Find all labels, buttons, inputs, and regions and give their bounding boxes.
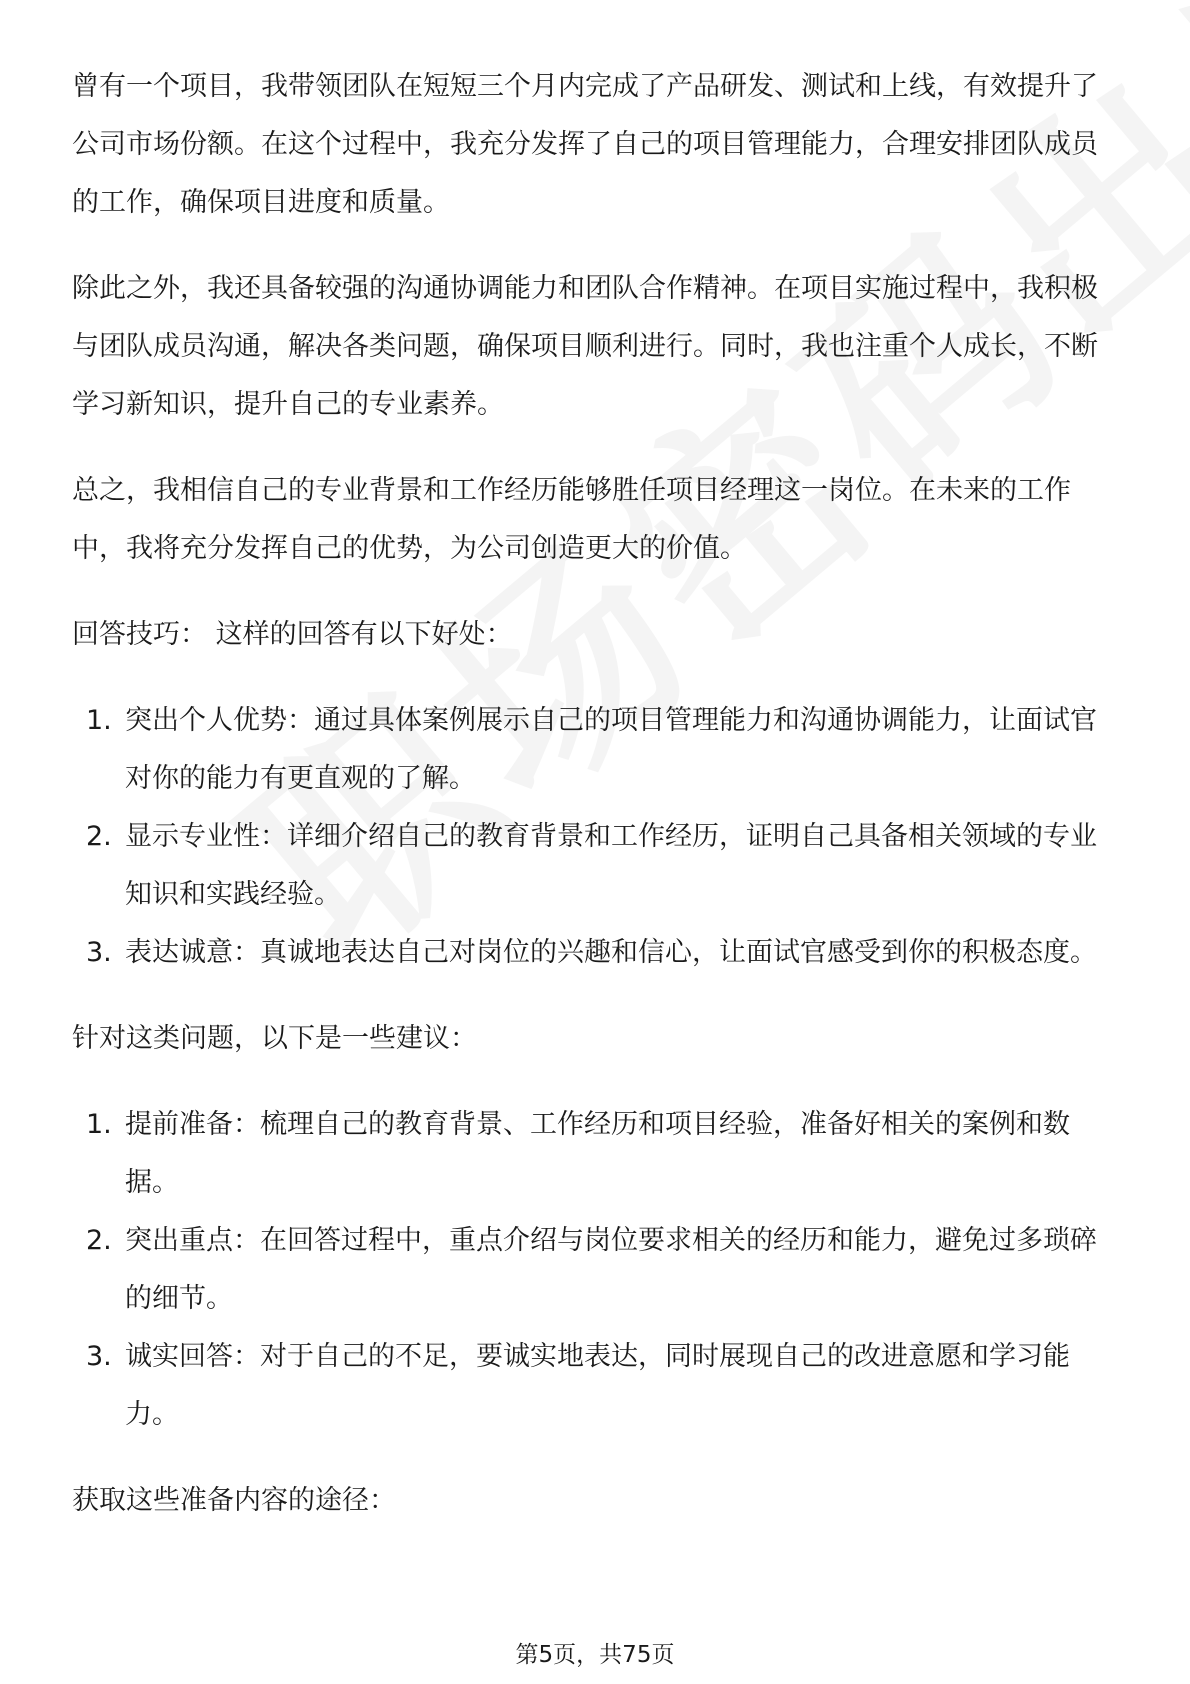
list-item-text: 表达诚意：真诚地表达自己对岗位的兴趣和信心，让面试官感受到你的积极态度。 — [125, 937, 1097, 968]
list-number: 3. — [86, 937, 112, 968]
advice-heading: 针对这类问题，以下是一些建议： — [72, 1023, 477, 1054]
paragraph-communication: 除此之外，我还具备较强的沟通协调能力和团队合作精神。在项目实施过程中，我积极与团队成员沟通，解决各类问题，确保项目顺利进行。同时，我也注重个人成长，不断学习新知识，提升自己的专业素养。 — [72, 273, 1098, 420]
page-content — [72, 58, 1118, 1558]
paragraph-project-example: 曾有一个项目，我带领团队在短短三个月内完成了产品研发、测试和上线，有效提升了公司市场份额。在这个过程中，我充分发挥了自己的项目管理能力，合理安排团队成员的工作，确保项目进度和质量。 — [72, 71, 1098, 218]
tips-heading: 回答技巧： 这样的回答有以下好处： — [72, 619, 513, 650]
advice-list — [72, 1096, 1118, 1444]
list-item-text: 突出重点：在回答过程中，重点介绍与岗位要求相关的经历和能力，避免过多琐碎的细节。 — [125, 1225, 1097, 1314]
list-item-text: 诚实回答：对于自己的不足，要诚实地表达，同时展现自己的改进意愿和学习能力。 — [125, 1341, 1070, 1430]
closing-heading: 获取这些准备内容的途径： — [72, 1485, 396, 1516]
tips-list — [72, 692, 1118, 982]
list-item-text: 提前准备：梳理自己的教育背景、工作经历和项目经验，准备好相关的案例和数据。 — [125, 1109, 1070, 1198]
page-footer: 第5页，共75页 — [515, 1642, 675, 1668]
list-item — [72, 808, 1118, 924]
list-item — [72, 1096, 1118, 1212]
list-item-text: 突出个人优势：通过具体案例展示自己的项目管理能力和沟通协调能力，让面试官对你的能力有更直观的了解。 — [125, 705, 1097, 794]
list-item — [72, 1328, 1118, 1444]
list-number: 2. — [86, 821, 112, 852]
list-item — [72, 924, 1118, 982]
list-number: 1. — [86, 705, 112, 736]
paragraph-conclusion: 总之，我相信自己的专业背景和工作经历能够胜任项目经理这一岗位。在未来的工作中，我将充分发挥自己的优势，为公司创造更大的价值。 — [72, 475, 1071, 564]
list-item — [72, 1212, 1118, 1328]
list-number: 3. — [86, 1341, 112, 1372]
list-item — [72, 692, 1118, 808]
list-number: 1. — [86, 1109, 112, 1140]
list-item-text: 显示专业性：详细介绍自己的教育背景和工作经历，证明自己具备相关领域的专业知识和实践经验。 — [125, 821, 1097, 910]
list-number: 2. — [86, 1225, 112, 1256]
